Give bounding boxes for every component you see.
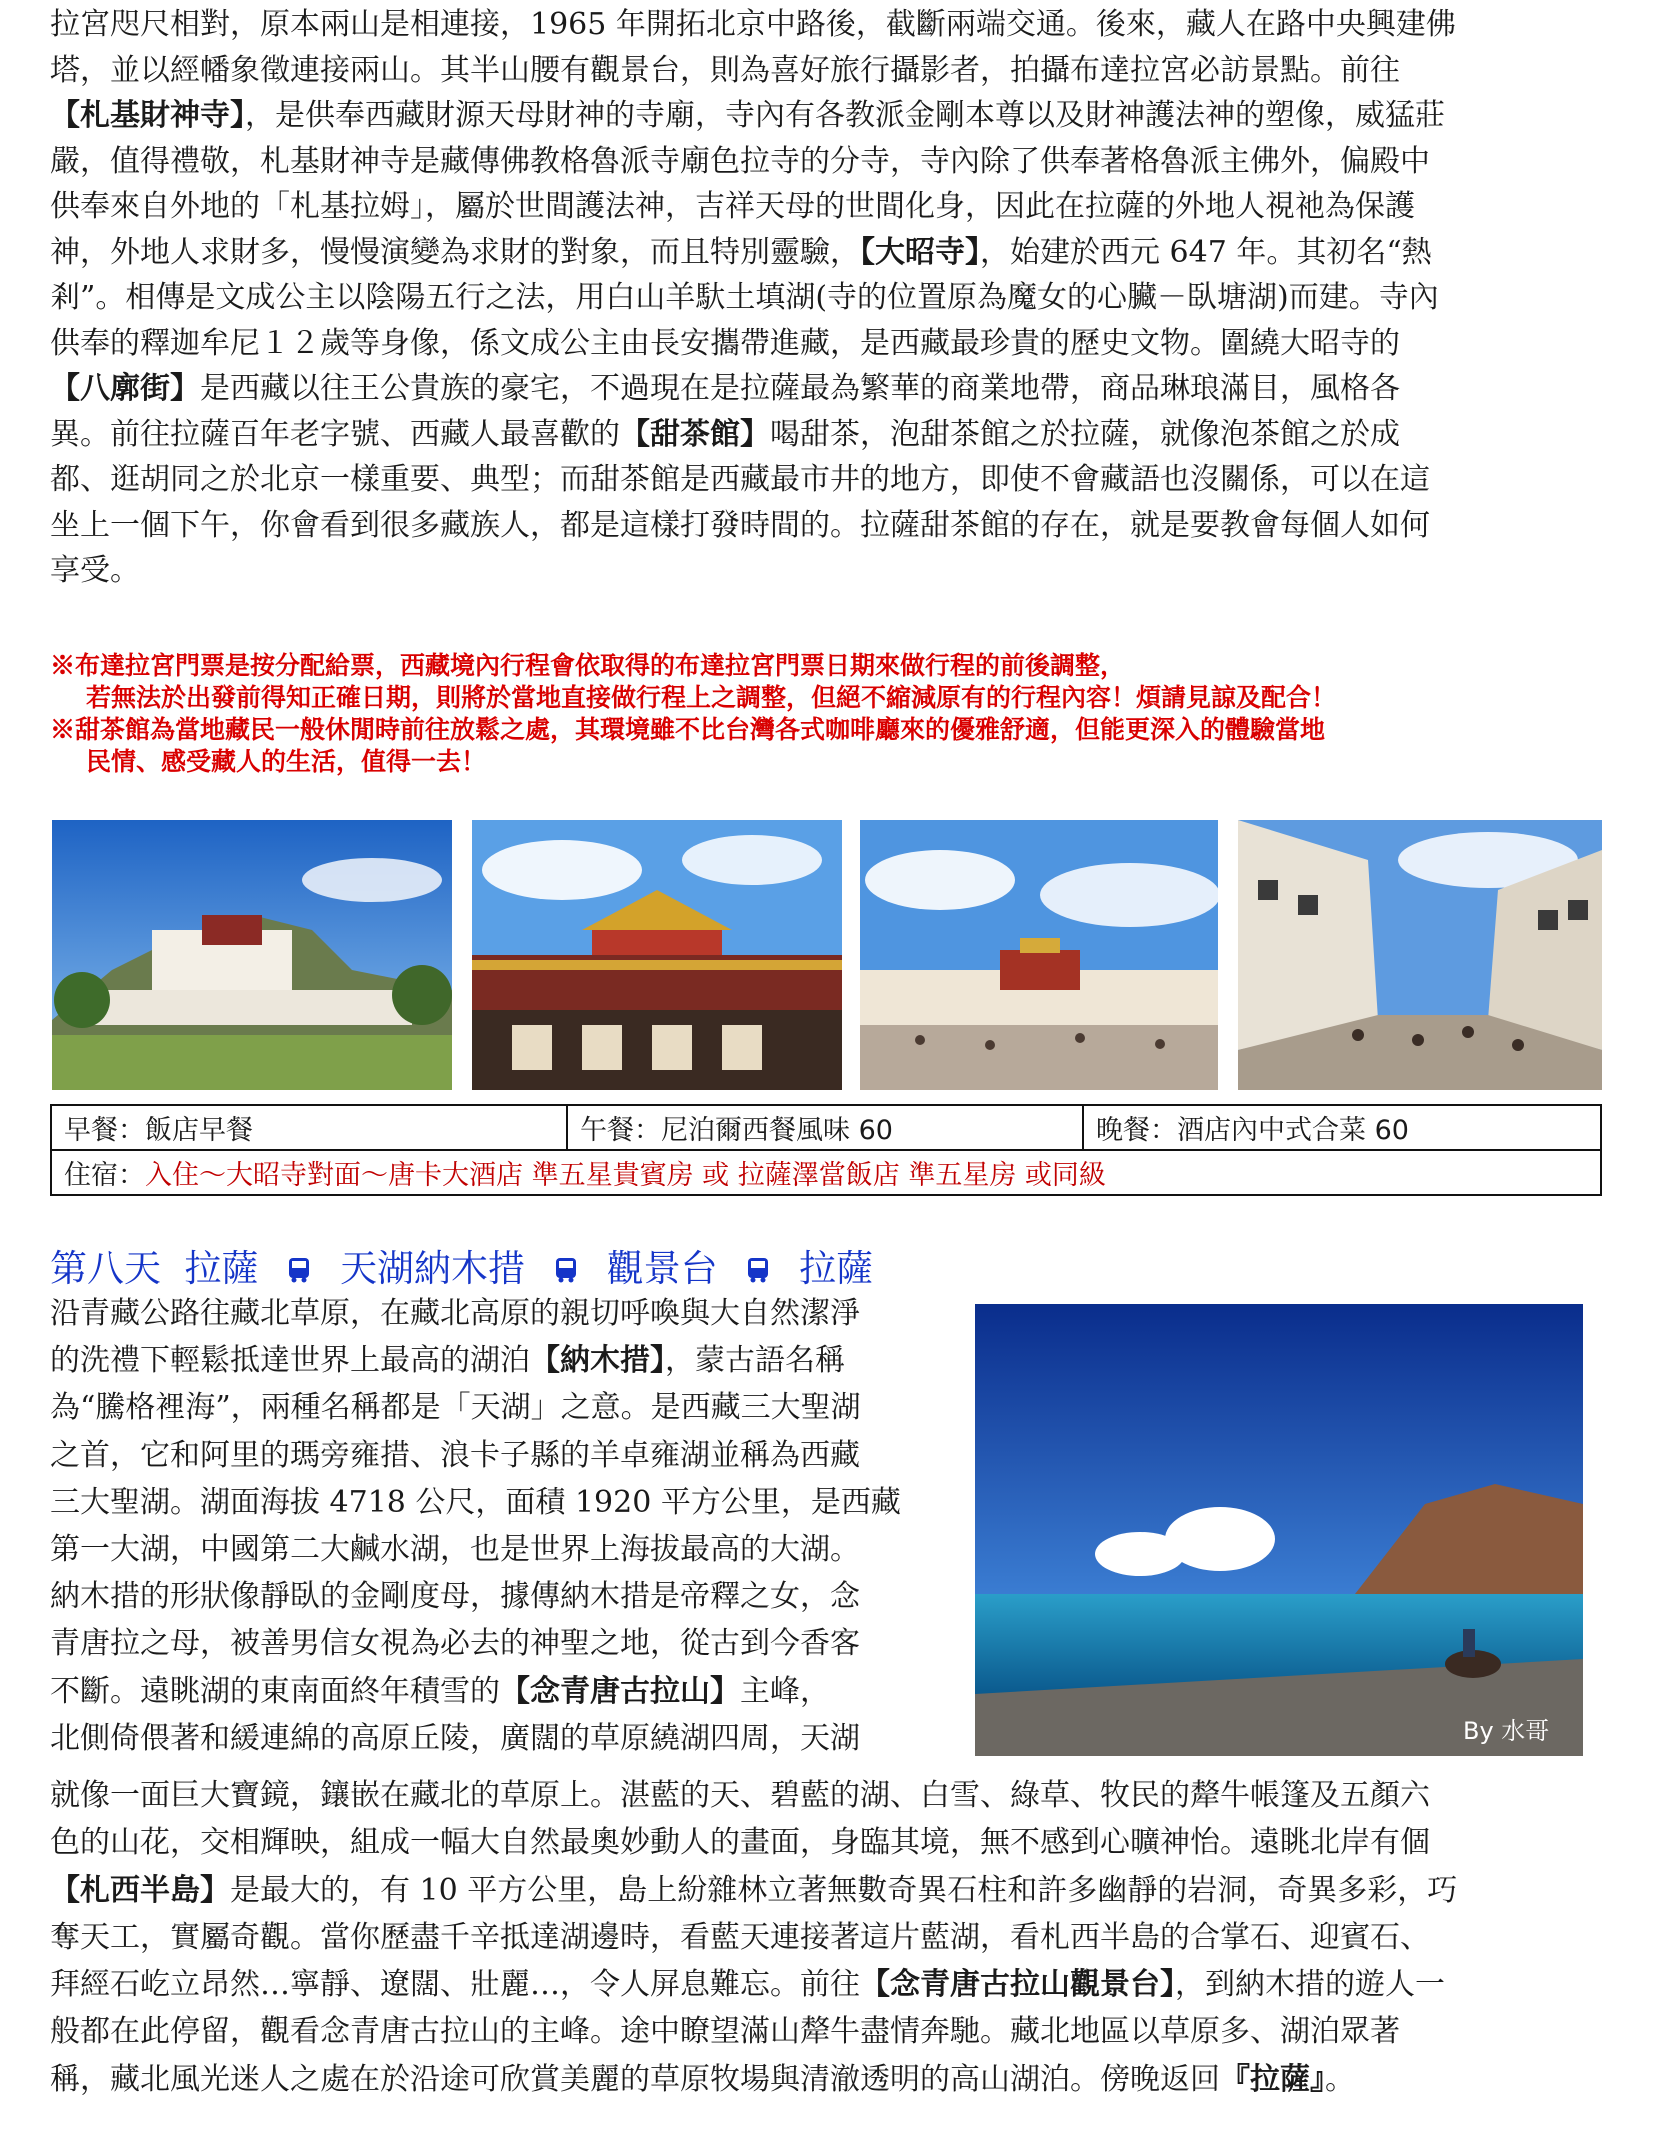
meals-row [51, 1105, 1601, 1150]
lodging-hotels: 入住～大昭寺對面～唐卡大酒店 準五星貴賓房 或 拉薩澤當飯店 準五星房 或同級 [145, 1160, 1106, 1191]
lodging-row [51, 1150, 1601, 1195]
highlight-jokhang: 【大昭寺】 [860, 234, 980, 270]
barkhor-street-photo [1238, 820, 1602, 1090]
note-teahouse-cont: 民情、感受藏人的生活，值得一去！ [86, 747, 487, 776]
note-adjustment: 若無法於出發前得知正確日期，則將於當地直接做行程上之調整，但絕不縮減原有的行程內容！煩請見諒及配合！ [86, 683, 1337, 712]
jokhang-roof-photo [472, 820, 842, 1090]
lodging-label: 住宿： [64, 1160, 145, 1191]
lunch-cell: 午餐：尼泊爾西餐風味 60 [567, 1105, 1083, 1150]
jokhang-square-photo [860, 820, 1218, 1090]
highlight-teahouse: 【甜茶館】 [620, 416, 770, 452]
photo-strip [52, 820, 1602, 1090]
note-potala-ticket: ※布達拉宮門票是按分配給票，西藏境內行程會依取得的布達拉宮門票日期來做行程的前後調整， [50, 651, 1126, 680]
namtso-paragraph-continued: 就像一面巨大寶鏡，鑲嵌在藏北的草原上。湛藍的天、碧藍的湖、白雪、綠草、牧民的犛牛帳篷及五顏六 色的山花，交相輝映，組成一幅大自然最奧妙動人的畫面，身臨其境，無不感到心曠神怡。遠眺北岸有個 【札西半島】是最大的，有 10 平方公里，島上紛雜林立著無數奇異石柱和許多幽靜的岩洞，奇異多彩，巧 奪天工，實屬奇觀。當你歷盡千辛抵達湖邊時，看藍天連接著這片藍湖，看札西半島的合掌石、迎賓石、 拜經石屹立昂然…寧靜、遼闊、壯麗…，令人屏息難忘。前往【念青唐古拉山觀景台】，到納木措的遊人一 般都在此停留，觀看念青唐古拉山的主峰。途中瞭望滿山犛牛盡情奔馳。藏北地區以草原多、湖泊眾著 稱，藏北風光迷人之處在於沿途可欣賞美麗的草原牧場與清澈透明的高山湖泊。傍晚返回『拉薩』。 [50, 1778, 1458, 2097]
breakfast-cell: 早餐：飯店早餐 [51, 1105, 567, 1150]
intro-section [50, 2, 1604, 594]
namtso-paragraph: 沿青藏公路往藏北草原，在藏北高原的親切呼喚與大自然潔淨 的洗禮下輕鬆抵達世界上最高的湖泊【納木措】，蒙古語名稱 為“騰格裡海”，兩種名稱都是「天湖」之意。是西藏三大聖湖 之首，它和阿里的瑪旁雍措、浪卡子縣的羊卓雍湖並稱為西藏 三大聖湖。湖面海拔 4718 公尺，面積 1920 平方公里，是西藏 第一大湖，中國第二大鹹水湖，也是世界上海拔最高的大湖。 納木措的形狀像靜臥的金剛度母，據傳納木措是帝釋之女，念 青唐拉之母，被善男信女視為必去的神聖之地，從古到今香客 不斷。遠眺湖的東南面終年積雪的【念青唐古拉山】主峰， 北側倚偎著和緩連綿的高原丘陵，廣闊的草原繞湖四周，天湖 [50, 1296, 901, 1756]
namtso-lake-photo [975, 1304, 1583, 1756]
highlight-nyenchen-tanglha: 【念青唐古拉山】 [500, 1673, 740, 1709]
note-teahouse: ※甜茶館為當地藏民一般休閒時前往放鬆之處，其環境雖不比台灣各式咖啡廳來的優雅舒適，但能更深入的體驗當地 [50, 715, 1326, 744]
highlight-viewpoint: 【念青唐古拉山觀景台】 [860, 1967, 1175, 2003]
lodging-cell [51, 1150, 1601, 1195]
day8-title: 第八天 拉薩 天湖納木措 觀景台 拉薩 [50, 1247, 874, 1290]
highlight-barkhor: 【八廓街】 [50, 371, 200, 406]
bus-icon [555, 1257, 577, 1283]
highlight-namtso: 【納木措】 [530, 1343, 665, 1379]
red-notes [50, 650, 1610, 778]
highlight-zhaji-temple: 【札基財神寺】 [50, 98, 245, 133]
namtso-intro [50, 1290, 950, 1762]
potala-palace-photo [52, 820, 452, 1090]
bus-icon [288, 1257, 310, 1283]
dinner-cell: 晚餐：酒店內中式合菜 60 [1083, 1105, 1601, 1150]
meals-table [50, 1104, 1602, 1196]
intro-paragraph: 拉宮咫尺相對，原本兩山是相連接，1965 年開拓北京中路後，截斷兩端交通。後來，藏人在路中央興建佛 塔，並以經幡象徵連接兩山。其半山腰有觀景台，則為喜好旅行攝影者，拍攝布達拉宮必訪景點。前往 【札基財神寺】，是供奉西藏財源天母財神的寺廟，寺內有各教派金剛本尊以及財神護法神的塑像，威猛莊 嚴，值得禮敬，札基財神寺是藏傳佛教格魯派寺廟色拉寺的分寺，寺內除了供奉著格魯派主佛外，偏殿中 供奉來自外地的「札基拉姆」，屬於世間護法神，吉祥天母的世間化身，因此在拉薩的外地人視祂為保護 神，外地人求財多，慢慢演變為求財的對象，而且特別靈驗，【大昭寺】，始建於西元 647 年。其初名“熱 剎”。相傳是文成公主以陰陽五行之法，用白山羊馱土填湖(寺的位置原為魔女的心臟－臥塘湖)而建。寺內 供奉的釋迦牟尼１２歲等身像，係文成公主由長安攜帶進藏，是西藏最珍貴的歷史文物。圍繞大昭寺的 【八廓街】是西藏以往王公貴族的豪宅，不過現在是拉薩最為繁華的商業地帶，商品琳琅滿目，風格各 異。前往拉薩百年老字號、西藏人最喜歡的【甜茶館】喝甜茶，泡甜茶館之於拉薩，就像泡茶館之於成 都、逛胡同之於北京一樣重要、典型；而甜茶館是西藏最市井的地方，即使不會藏語也沒關係，可以在這 坐上一個下午，你會看到很多藏族人，都是這樣打發時間的。拉薩甜茶館的存在，就是要教會每個人如何 享受。 [50, 7, 1456, 588]
bus-icon [747, 1257, 769, 1283]
namtso-continued [50, 1772, 1605, 2103]
highlight-lhasa: 『拉薩』 [1220, 2061, 1325, 2097]
photo-credit: By 水哥 [1463, 1717, 1550, 1745]
highlight-tashi-peninsula: 【札西半島】 [50, 1872, 230, 1908]
